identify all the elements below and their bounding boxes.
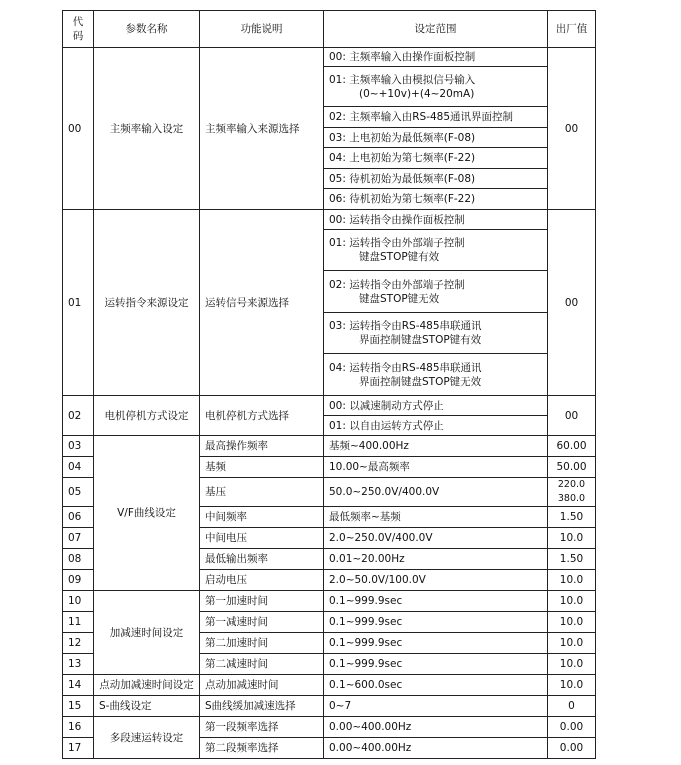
param-range: 基频~400.00Hz <box>324 436 548 457</box>
param-default: 60.00 <box>548 436 596 457</box>
param-function: 主频率输入来源选择 <box>200 48 324 210</box>
range-option-line1: 04: 运转指令由RS-485串联通讯 <box>329 361 482 374</box>
param-code: 01 <box>63 210 94 396</box>
param-range: 0~7 <box>324 696 548 717</box>
table-row <box>63 210 596 230</box>
param-function: 最高操作频率 <box>200 436 324 457</box>
param-code: 10 <box>63 591 94 612</box>
range-option <box>324 416 548 436</box>
param-range: 0.00~400.00Hz <box>324 717 548 738</box>
range-option-line2: 界面控制键盘STOP键有效 <box>359 334 482 346</box>
range-option-line1: 00: 主频率输入由操作面板控制 <box>329 51 476 63</box>
table-row <box>63 696 596 717</box>
param-name: 运转指令来源设定 <box>94 210 200 396</box>
table-row <box>63 591 596 612</box>
param-range: 10.00~最高频率 <box>324 457 548 478</box>
range-option <box>324 48 548 67</box>
range-option <box>324 148 548 169</box>
param-function: 第二段频率选择 <box>200 738 324 759</box>
range-option <box>324 354 548 396</box>
param-range: 0.1~999.9sec <box>324 612 548 633</box>
param-code: 00 <box>63 48 94 210</box>
param-default: 50.00 <box>548 457 596 478</box>
header-code: 代码 <box>63 11 94 48</box>
range-option-line1: 04: 上电初始为第七频率(F-22) <box>329 152 476 164</box>
range-option <box>324 107 548 128</box>
range-option-line2: 键盘STOP键有效 <box>359 251 440 263</box>
range-option <box>324 230 548 271</box>
range-option-line1: 03: 运转指令由RS-485串联通讯 <box>329 320 482 332</box>
range-option-line1: 01: 主频率输入由模拟信号输入 <box>329 73 476 86</box>
param-code: 17 <box>63 738 94 759</box>
header-row <box>63 11 596 48</box>
header-range: 设定范围 <box>324 11 548 48</box>
param-range: 最低频率~基频 <box>324 507 548 528</box>
param-name: 多段速运转设定 <box>94 717 200 759</box>
range-option-line2: 键盘STOP键无效 <box>359 292 440 305</box>
range-option-line1: 02: 主频率输入由RS-485通讯界面控制 <box>329 111 514 123</box>
param-default: 10.0 <box>548 591 596 612</box>
range-option-line1: 00: 运转指令由操作面板控制 <box>329 213 465 226</box>
param-code: 08 <box>63 549 94 570</box>
param-default: 1.50 <box>548 507 596 528</box>
param-code: 04 <box>63 457 94 478</box>
param-code: 09 <box>63 570 94 591</box>
param-function: 第一段频率选择 <box>200 717 324 738</box>
header-default: 出厂值 <box>548 11 596 48</box>
param-name: 主频率输入设定 <box>94 48 200 210</box>
param-function: 中间电压 <box>200 528 324 549</box>
range-option <box>324 210 548 230</box>
param-range: 50.0~250.0V/400.0V <box>324 478 548 507</box>
param-name: 电机停机方式设定 <box>94 396 200 436</box>
param-default: 10.0 <box>548 612 596 633</box>
param-name: V/F曲线设定 <box>94 436 200 591</box>
range-option-line1: 01: 运转指令由外部端子控制 <box>329 237 465 249</box>
param-code: 07 <box>63 528 94 549</box>
range-option-line1: 06: 待机初始为第七频率(F-22) <box>329 193 476 205</box>
param-name: 点动加减速时间设定 <box>94 675 200 696</box>
param-code: 06 <box>63 507 94 528</box>
param-function: 基压 <box>200 478 324 507</box>
range-option <box>324 189 548 210</box>
param-name: S-曲线设定 <box>94 696 200 717</box>
range-option <box>324 169 548 189</box>
param-function: 点动加减速时间 <box>200 675 324 696</box>
param-code: 12 <box>63 633 94 654</box>
param-code: 11 <box>63 612 94 633</box>
param-code: 13 <box>63 654 94 675</box>
param-range: 0.1~600.0sec <box>324 675 548 696</box>
range-option <box>324 313 548 354</box>
header-function: 功能说明 <box>200 11 324 48</box>
table-row <box>63 675 596 696</box>
param-function: 中间频率 <box>200 507 324 528</box>
param-default: 00 <box>548 396 596 436</box>
table-row <box>63 48 596 67</box>
range-option-line1: 00: 以减速制动方式停止 <box>329 399 444 412</box>
param-code: 05 <box>63 478 94 507</box>
param-default: 10.0 <box>548 675 596 696</box>
header-name: 参数名称 <box>94 11 200 48</box>
param-default: 00 <box>548 48 596 210</box>
param-function: 最低输出频率 <box>200 549 324 570</box>
param-function: S曲线缓加减速选择 <box>200 696 324 717</box>
param-code: 16 <box>63 717 94 738</box>
param-range: 0.01~20.00Hz <box>324 549 548 570</box>
range-option-line1: 02: 运转指令由外部端子控制 <box>329 278 465 291</box>
range-option-line1: 01: 以自由运转方式停止 <box>329 419 444 432</box>
range-option-line1: 03: 上电初始为最低频率(F-08) <box>329 131 476 144</box>
range-option <box>324 128 548 148</box>
param-default <box>548 478 596 507</box>
param-range: 2.0~250.0V/400.0V <box>324 528 548 549</box>
param-default: 0.00 <box>548 717 596 738</box>
param-range: 0.1~999.9sec <box>324 591 548 612</box>
param-function: 启动电压 <box>200 570 324 591</box>
param-function: 第一加速时间 <box>200 591 324 612</box>
param-default: 0 <box>548 696 596 717</box>
param-default: 10.0 <box>548 528 596 549</box>
param-function: 基频 <box>200 457 324 478</box>
param-name: 加减速时间设定 <box>94 591 200 675</box>
param-range: 0.1~999.9sec <box>324 654 548 675</box>
param-function: 电机停机方式选择 <box>200 396 324 436</box>
param-range: 2.0~50.0V/100.0V <box>324 570 548 591</box>
range-option-line1: 05: 待机初始为最低频率(F-08) <box>329 172 476 185</box>
param-function: 第二加速时间 <box>200 633 324 654</box>
param-default: 10.0 <box>548 570 596 591</box>
param-code: 15 <box>63 696 94 717</box>
param-code: 03 <box>63 436 94 457</box>
table-row <box>63 436 596 457</box>
param-code: 14 <box>63 675 94 696</box>
param-default-line2: 380.0 <box>557 493 586 504</box>
param-default: 00 <box>548 210 596 396</box>
param-function: 第二减速时间 <box>200 654 324 675</box>
range-option <box>324 396 548 416</box>
param-code: 02 <box>63 396 94 436</box>
range-option-line2: 界面控制键盘STOP键无效 <box>359 375 482 388</box>
range-option-line2: (0~+10v)+(4~20mA) <box>359 87 475 100</box>
param-range: 0.1~999.9sec <box>324 633 548 654</box>
param-function: 运转信号来源选择 <box>200 210 324 396</box>
param-default: 10.0 <box>548 633 596 654</box>
param-range: 0.00~400.00Hz <box>324 738 548 759</box>
param-default: 0.00 <box>548 738 596 759</box>
table-row <box>63 396 596 416</box>
parameter-table <box>62 10 596 759</box>
param-default-line1: 220.0 <box>557 479 586 490</box>
param-function: 第一减速时间 <box>200 612 324 633</box>
range-option <box>324 271 548 313</box>
range-option <box>324 67 548 107</box>
param-default: 1.50 <box>548 549 596 570</box>
table-row <box>63 717 596 738</box>
param-default: 10.0 <box>548 654 596 675</box>
